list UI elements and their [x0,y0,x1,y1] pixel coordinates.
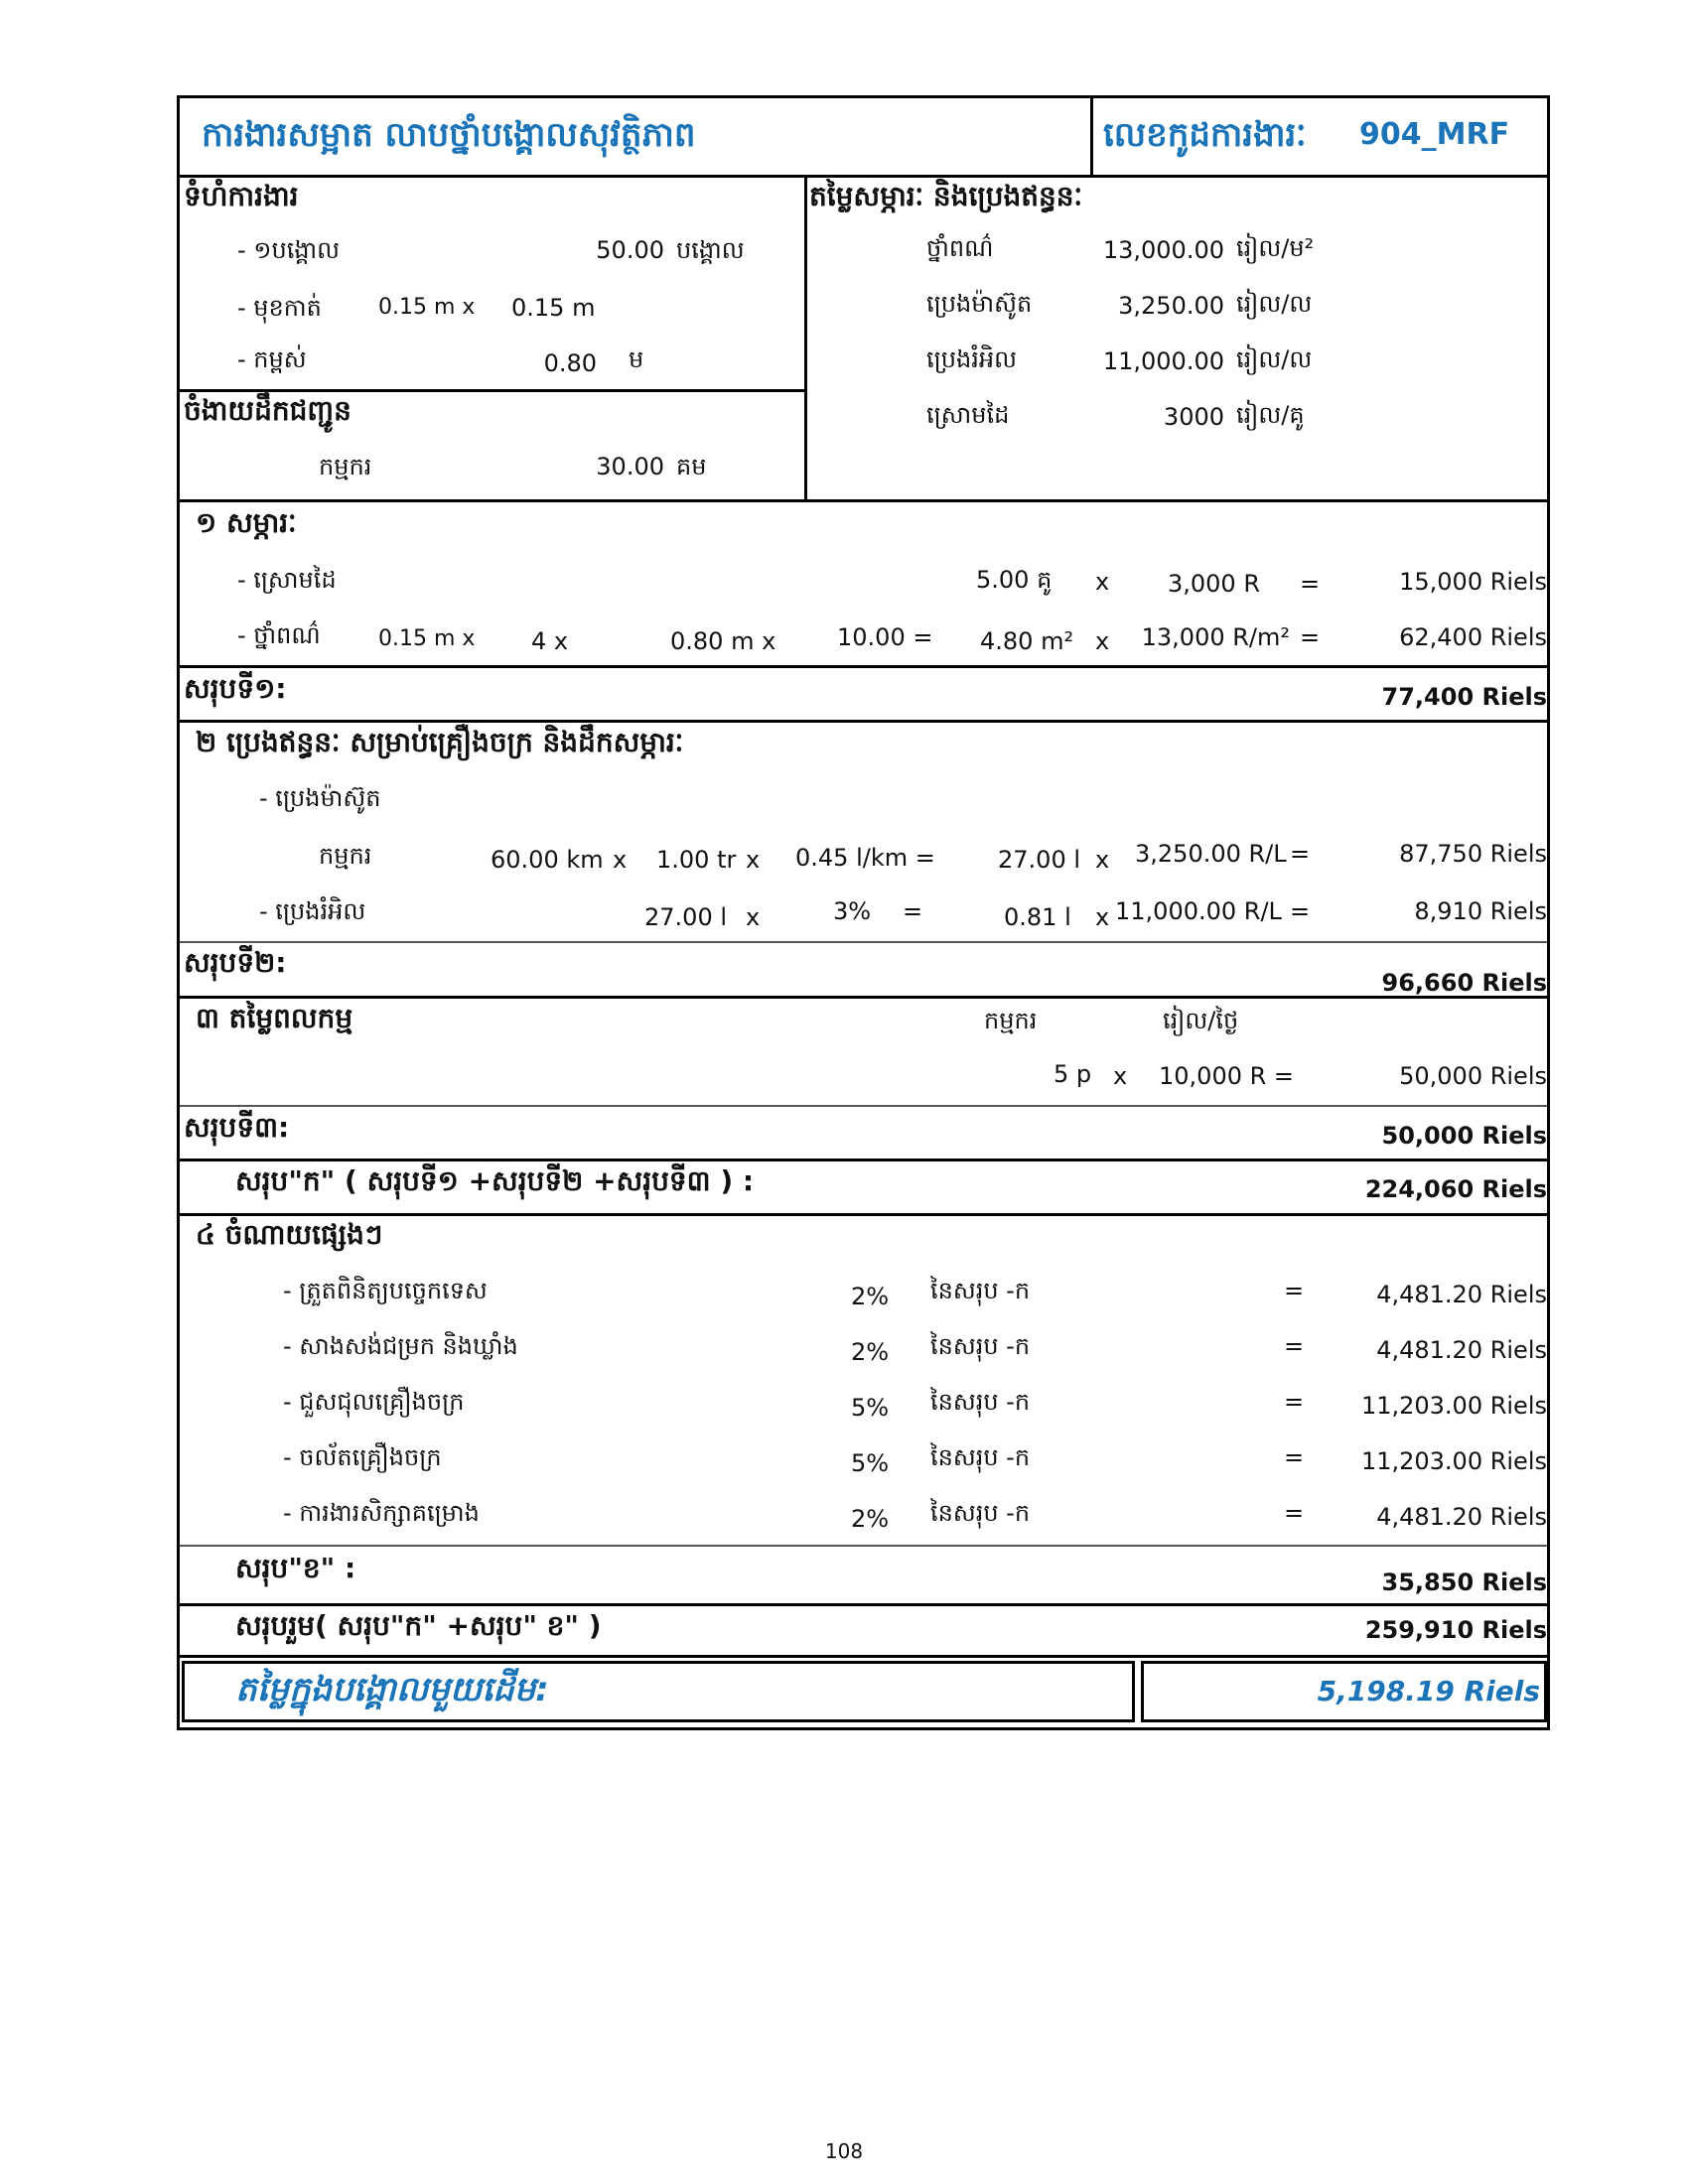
total-a-label: សរុប"ក" ( សរុបទី១ +សរុបទី២ +សរុបទី៣ ) : [235,1164,755,1197]
scope-heading: ទំហំការងារ [184,180,299,212]
s3-heading: ៣ តម្លៃពលកម្ម [196,1002,353,1034]
diesel-km: 60.00 km [491,846,604,874]
other-cost-value: 11,203.00 Riels [1360,1392,1547,1420]
scope-row-v1: 0.15 m x [378,295,476,320]
grand-total-label: សរុបរួម( សរុប"ក" +សរុប" ខ" ) [235,1609,602,1642]
scope-row-label: - មុខកាត់ [237,294,322,322]
times-sign: x [1095,846,1110,874]
price-label: ប្រេងម៉ាស៊ូត [926,290,1033,318]
s1-heading: ១ សម្ភារៈ [196,506,297,539]
labour-rate: 10,000 R = [1159,1062,1295,1090]
other-cost-value: 4,481.20 Riels [1376,1281,1547,1308]
times-sign: x [1095,627,1110,655]
price-unit: រៀល/ម² [1236,234,1315,262]
diesel-label: កម្មករ [319,842,372,870]
scope-row-label: - កម្ពស់ [237,345,307,373]
price-value: 3,250.00 [1118,292,1224,320]
other-cost-of: នៃសរុប -ក [930,1332,1031,1360]
equals-sign: = [1284,1388,1305,1416]
rule [180,175,1547,178]
equals-sign: = [903,897,923,925]
rule [180,1545,1547,1547]
price-label: ស្រោមដៃ [926,401,1010,429]
other-cost-label: - ជួសជុលគ្រឿងចក្រ [283,1388,465,1416]
times-sign: x [1095,568,1110,596]
oil-total: 8,910 Riels [1414,897,1547,925]
diesel-total: 87,750 Riels [1399,840,1547,868]
labour-qty: 5 p [1054,1060,1092,1088]
paint-label: - ថ្នាំពណ៌ [237,621,321,649]
code-label: លេខកូដការងារៈ [1103,115,1307,155]
equals-sign: = [1300,623,1321,651]
other-cost-pct: 5% [851,1449,890,1477]
s1-subtotal-value: 77,400 Riels [1381,683,1547,711]
price-unit: រៀល/គូ [1236,401,1305,429]
oil-label: - ប្រេងរំអិល [259,897,366,925]
scope-row-unit: ម [629,345,644,373]
s2-heading: ២ ប្រេងឥន្ធនៈ សម្រាប់គ្រឿងចក្រ និងដឹកសម្ភារៈ [196,726,684,758]
rule [180,1159,1547,1161]
labour-col-rate: រៀល/ថ្ងៃ [1163,1007,1239,1034]
paint-qty: 4.80 m² [980,627,1074,655]
block-divider [804,175,807,500]
diesel-rate: 0.45 l/km = [795,844,935,872]
equals-sign: = [1300,570,1321,598]
s3-subtotal-label: សរុបទី៣: [184,1111,290,1144]
code-value: 904_MRF [1359,117,1510,152]
rule [180,1603,1547,1606]
rule [180,499,1547,502]
diesel-trips: 1.00 tr [656,846,737,874]
diesel-price: 3,250.00 R/L [1135,840,1287,868]
rule [180,389,806,392]
unit-cost-value: 5,198.19 Riels [1317,1675,1540,1707]
rule [180,1213,1547,1216]
other-cost-of: នៃសរុប -ក [930,1277,1031,1304]
paint-dim-d: 10.00 = [837,623,933,651]
s3-subtotal-value: 50,000 Riels [1381,1122,1547,1150]
rule [180,941,1547,943]
times-sign: x [746,846,761,874]
s1-subtotal-label: សរុបទី១: [184,672,287,705]
scope-row-v2: 0.15 m [511,294,596,322]
s2-subtotal-value: 96,660 Riels [1381,969,1547,997]
gloves-label: - ស្រោមដៃ [237,566,337,594]
other-cost-value: 11,203.00 Riels [1360,1447,1547,1475]
transport-unit: គម [676,453,707,480]
labour-col-workers: កម្មករ [984,1007,1038,1034]
diesel-heading: - ប្រេងម៉ាស៊ូត [259,784,381,812]
other-cost-pct: 5% [851,1394,890,1422]
total-a-value: 224,060 Riels [1364,1175,1547,1203]
sheet-title: ការងារសម្អាត លាបថ្នាំបង្គោលសុវត្ថិភាព [202,115,696,155]
other-cost-of: នៃសរុប -ក [930,1388,1031,1416]
other-cost-pct: 2% [851,1338,890,1366]
transport-value: 30.00 [596,453,664,480]
equals-sign: = [1284,1499,1305,1527]
gloves-qty: 5.00 គូ [976,566,1053,594]
price-unit: រៀល/ល [1236,290,1313,318]
paint-dim-b: 4 x [531,627,569,655]
oil-qty2: 0.81 l [1004,903,1071,931]
times-sign: x [1113,1062,1128,1090]
scope-row-label: - ១បង្គោល [237,236,341,264]
times-sign: x [613,846,628,874]
transport-label: កម្មករ [319,453,372,480]
other-cost-pct: 2% [851,1505,890,1533]
gloves-rate: 3,000 R [1167,570,1260,598]
diesel-qty: 27.00 l [998,846,1081,874]
other-cost-of: នៃសរុប -ក [930,1499,1031,1527]
oil-qty: 27.00 l [644,903,728,931]
times-sign: x [1095,903,1110,931]
equals-sign: = [1284,1332,1305,1360]
labour-total: 50,000 Riels [1399,1062,1547,1090]
equals-sign: = [1290,840,1311,868]
other-cost-value: 4,481.20 Riels [1376,1503,1547,1531]
paint-dim-a: 0.15 m x [378,626,476,651]
price-label: ប្រេងរំអិល [926,345,1017,373]
equals-sign: = [1290,897,1311,925]
other-cost-value: 4,481.20 Riels [1376,1336,1547,1364]
price-value: 3000 [1163,403,1224,431]
cost-sheet [177,95,1550,1730]
unit-cost-label: តម្លៃក្នុងបង្គោលមួយដើម: [235,1670,549,1709]
header-divider [1090,98,1093,175]
equals-sign: = [1284,1277,1305,1304]
other-cost-label: - សាងសង់ជម្រក និងឃ្លាំង [283,1332,518,1360]
price-unit: រៀល/ល [1236,345,1313,373]
rule [180,1655,1547,1658]
equals-sign: = [1284,1443,1305,1471]
other-cost-label: - ត្រួតពិនិត្យបច្ចេកទេស [283,1277,488,1304]
total-b-label: សរុប"ខ" : [235,1552,356,1584]
other-cost-label: - ចល័តគ្រឿងចក្រ [283,1443,442,1471]
s2-subtotal-label: សរុបទី២: [184,946,287,979]
paint-dim-c: 0.80 m x [670,627,776,655]
rule [180,720,1547,723]
paint-rate: 13,000 R/m² [1141,623,1290,651]
rule [180,665,1547,668]
scope-row-v2: 0.80 [543,349,597,377]
grand-total-value: 259,910 Riels [1364,1616,1547,1644]
price-value: 13,000.00 [1102,236,1224,264]
oil-pct: 3% [833,897,872,925]
page-number: 108 [824,2139,864,2163]
other-cost-of: នៃសរុប -ក [930,1443,1031,1471]
other-cost-label: - ការងារសិក្សាគម្រោង [283,1499,480,1527]
rule [180,996,1547,999]
gloves-total: 15,000 Riels [1399,568,1547,596]
prices-heading: តម្លៃសម្ភារៈ និងប្រេងឥន្ធនៈ [809,180,1083,212]
price-value: 11,000.00 [1102,347,1224,375]
price-label: ថ្នាំពណ៌ [926,234,994,262]
other-cost-pct: 2% [851,1283,890,1310]
times-sign: x [746,903,761,931]
oil-price: 11,000.00 R/L [1115,897,1282,925]
scope-row-v2: 50.00 [596,236,664,264]
rule [180,1105,1547,1107]
transport-heading: ចំងាយដឹកជញ្ជូន [184,394,352,427]
total-b-value: 35,850 Riels [1381,1569,1547,1596]
paint-total: 62,400 Riels [1399,623,1547,651]
scope-row-unit: បង្គោល [676,236,745,264]
s4-heading: ៤ ចំណាយផ្សេងៗ [196,1218,383,1251]
